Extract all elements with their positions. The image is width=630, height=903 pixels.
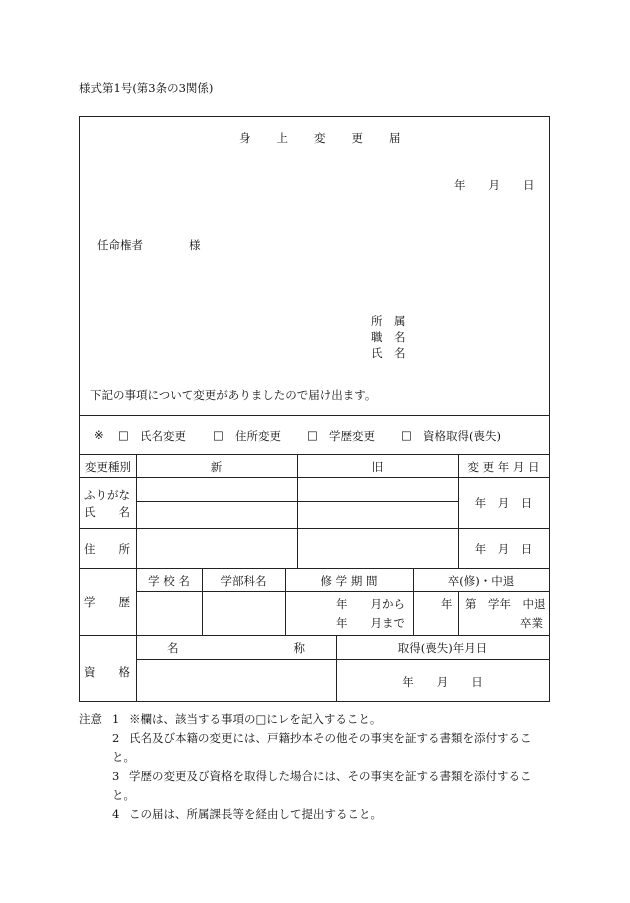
acquisition-date: 年 月 日 [402, 675, 483, 689]
col-old: 旧 [371, 460, 384, 474]
asterisk-mark: ※ [94, 428, 104, 442]
education-change-label: 学歴変更 [329, 429, 375, 443]
name-change-date: 年 月 日 [474, 496, 533, 510]
name-change-checkbox[interactable]: □ [118, 428, 129, 442]
education-label: 学 歴 [84, 595, 130, 609]
name-label: 氏 名 [84, 505, 130, 519]
qualification-label: 資 格 [84, 665, 130, 679]
graduation-year: 年 [441, 597, 453, 611]
note-2-cont: と。 [112, 750, 135, 764]
period-to: 年 月まで [336, 616, 405, 630]
address-change-label: 住所変更 [235, 429, 281, 443]
address-label: 住 所 [84, 542, 130, 556]
change-notification-form [79, 116, 550, 702]
col-new: 新 [210, 460, 223, 474]
graduated: 卒業 [520, 616, 543, 630]
form-title: 身 上 変 更 届 [239, 131, 402, 145]
qualification-change-checkbox[interactable]: □ [401, 428, 412, 442]
addressee: 任命権者 様 [97, 238, 201, 252]
address-change-checkbox[interactable]: □ [213, 428, 224, 442]
notes-label: 注意 [79, 712, 102, 726]
submitter-affiliation: 所 属 [371, 314, 406, 328]
submitter-name: 氏 名 [371, 346, 406, 360]
col-change-type: 変更種別 [85, 460, 131, 474]
col-study-period: 修 学 期 間 [320, 574, 378, 588]
intro-text: 下記の事項について変更がありましたので届け出ます。 [90, 388, 377, 402]
note-2-num: 2 [112, 731, 120, 745]
col-acquisition-date: 取得(喪失)年月日 [397, 641, 488, 655]
note-4-text: この届は、所属課長等を経由して提出すること。 [129, 807, 382, 821]
address-change-date: 年 月 日 [474, 542, 533, 556]
note-4-num: 4 [112, 807, 120, 821]
date-line: 年 月 日 [454, 178, 535, 192]
name-change-label: 氏名変更 [140, 429, 186, 443]
note-3-cont: と。 [112, 788, 135, 802]
col-school-name: 学 校 名 [148, 574, 190, 588]
col-change-date: 変 更 年 月 日 [467, 460, 540, 474]
qualification-change-label: 資格取得(喪失) [423, 429, 501, 443]
col-graduation: 卒(修)・中退 [447, 574, 515, 588]
grade-dropout: 第 学年 中退 [465, 597, 546, 611]
education-change-checkbox[interactable]: □ [307, 428, 318, 442]
col-qualification-name: 名 称 [167, 641, 305, 655]
col-department: 学部科名 [220, 574, 267, 588]
note-3-text: 学歴の変更及び資格を取得した場合には、その事実を証する書類を添付するこ [129, 769, 532, 783]
period-from: 年 月から [336, 597, 405, 611]
form-number: 様式第1号(第3条の3関係) [79, 81, 214, 95]
furigana-label: ふりがな [84, 488, 130, 502]
submitter-position: 職 名 [371, 330, 406, 344]
note-3-num: 3 [112, 769, 120, 783]
note-1-text: ※欄は、該当する事項の□にレを記入すること。 [129, 712, 382, 726]
note-1-num: 1 [112, 712, 120, 726]
note-2-text: 氏名及び本籍の変更には、戸籍抄本その他その事実を証する書類を添付するこ [129, 731, 532, 745]
